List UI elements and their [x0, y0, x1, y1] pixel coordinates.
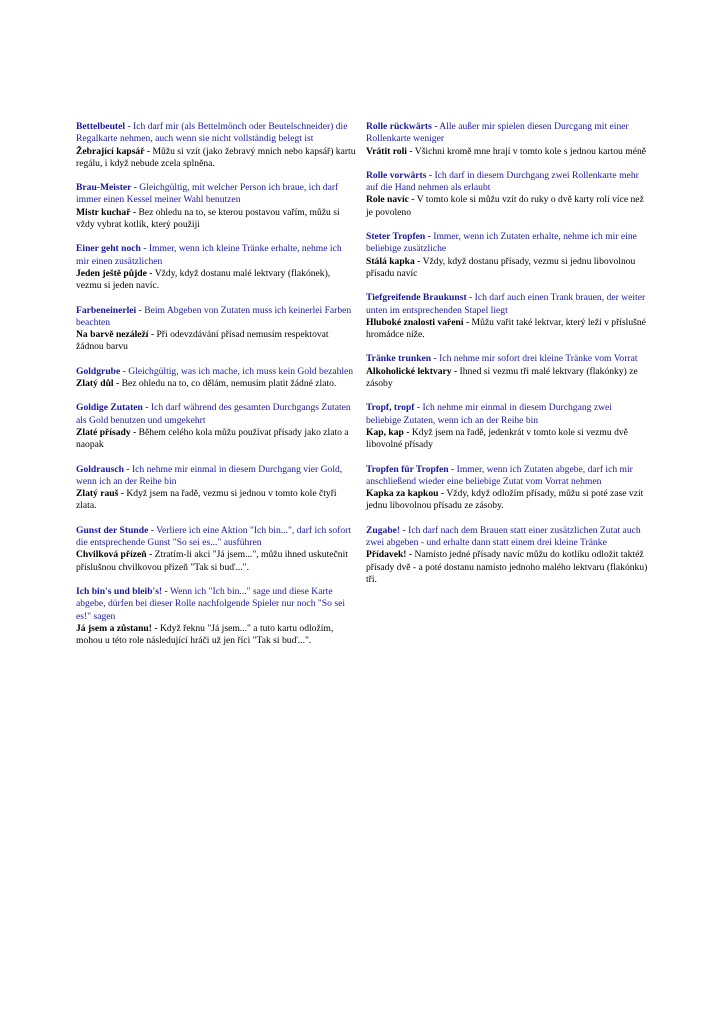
czech-title: Jeden ještě půjde -	[76, 267, 153, 279]
german-text: Alle außer mir spielen diesen Durcgang mit einer Rollenkarte weniger	[366, 121, 629, 145]
german-title: Steter Tropfen -	[366, 231, 431, 243]
czech-description	[366, 256, 648, 281]
german-description	[76, 182, 356, 207]
german-description	[366, 464, 648, 489]
german-description	[76, 586, 356, 623]
entry-steter-tropfen	[366, 231, 648, 280]
entry-gunst-der-stunde	[76, 525, 356, 574]
german-title: Zugabe! -	[366, 524, 406, 536]
czech-title: Já jsem a zůstanu! -	[76, 622, 158, 634]
entry-bettelbeutel	[76, 121, 356, 170]
german-description	[366, 402, 648, 427]
czech-text: Můžu si vzít (jako žebravý mnich nebo kapsář) kartu regálu, i když nebude zcela splněna.	[76, 145, 356, 169]
czech-text: Vždy, když dostanu přísady, vezmu si jednu libovolnou přísadu navíc	[366, 255, 636, 279]
entry-tiefgreifende-braukunst	[366, 292, 648, 341]
czech-text: Namísto jedné přísady navíc můžu do kotlíku odložit taktéž přísady dvě - a poté dostanu namísto jednoho malého lektvaru (flakónku) tři.	[366, 549, 648, 585]
german-description	[76, 464, 356, 489]
entry-farbeneinerlei	[76, 305, 356, 354]
czech-title: Role navíc -	[366, 194, 415, 206]
german-description	[366, 170, 648, 195]
czech-title: Hluboké znalosti vaření -	[366, 316, 470, 328]
german-description	[366, 121, 648, 146]
czech-title: Přídavek! -	[366, 549, 413, 561]
left-column	[76, 121, 356, 659]
german-title: Brau-Meister -	[76, 182, 137, 194]
german-description	[76, 305, 356, 330]
czech-text: Ihned si vezmu tři malé lektvary (flakónky) ze zásoby	[366, 365, 638, 390]
german-description	[366, 292, 648, 317]
czech-description	[366, 194, 648, 219]
entry-goldige-zutaten	[76, 402, 356, 451]
german-description	[366, 231, 648, 256]
german-description	[76, 402, 356, 427]
entry-rolle-vorwaerts	[366, 170, 648, 219]
german-text: Verliere ich eine Aktion "Ich bin...", darf ich sofort die entsprechende Gunst "So sei es..." ausführen	[76, 524, 352, 549]
german-title: Rolle rückwärts -	[366, 121, 438, 132]
german-title: Bettelbeutel -	[76, 121, 131, 132]
german-title: Gunst der Stunde -	[76, 524, 154, 536]
german-title: Tränke trunken -	[366, 353, 437, 365]
german-description	[366, 353, 648, 365]
german-description	[366, 525, 648, 550]
entry-zugabe	[366, 525, 648, 586]
czech-title: Stálá kapka -	[366, 255, 421, 267]
czech-text: Bez ohledu na to, se kterou postavou vařím, můžu si vždy vybrat kotlík, který použiji	[76, 206, 340, 231]
german-text: Ich darf mir (als Bettelmönch oder Beutelschneider) die Regalkarte nehmen, auch wenn sie nicht vollständig belegt ist	[76, 121, 348, 145]
czech-text: Když řeknu "Já jsem..." a tuto kartu odložím, mohou u této role následující hráči už jen říci "Tak si buď...".	[76, 622, 334, 647]
czech-text: Všichni kromě mne hrají v tomto kole s jednou kartou méně	[414, 145, 647, 157]
czech-title: Na barvě nezáleží -	[76, 329, 155, 341]
czech-text: Při odevzdávání přísad nemusím respektovat žádnou barvu	[76, 329, 329, 353]
czech-text: Vždy, když dostanu malé lektvary (flakónek), vezmu si jeden navíc.	[76, 267, 331, 292]
czech-description	[76, 329, 356, 354]
czech-title: Kapka za kapkou -	[366, 488, 445, 500]
entry-traenke-trunken	[366, 353, 648, 390]
czech-title: Žebrající kapsář -	[76, 145, 151, 157]
german-title: Goldrausch -	[76, 463, 130, 475]
german-description	[76, 525, 356, 550]
entry-rolle-rueckwaerts	[366, 121, 648, 158]
german-text: Ich darf auch einen Trank brauen, der weiter unten im entsprechenden Stapel liegt	[366, 292, 646, 316]
czech-title: Chvilková přízeň -	[76, 549, 153, 561]
german-text: Gleichgültig, mit welcher Person ich braue, ich darf immer einen Kessel meiner Wahl benutzen	[76, 182, 339, 206]
czech-title: Mistr kuchař -	[76, 206, 137, 218]
german-title: Farbeneinerlei -	[76, 304, 142, 316]
german-text: Ich darf in diesem Durchgang zwei Rollenkarte mehr auf die Hand nehmen als erlaubt	[366, 169, 639, 194]
czech-text: Ztratím-li akci "Já jsem...", můžu ihned uskutečnit příslušnou chvilkovou přízeň "Tak si buď...".	[76, 549, 348, 573]
czech-title: Zlatý rauš -	[76, 488, 124, 500]
entry-ich-bins-und-bleibs	[76, 586, 356, 647]
czech-description	[76, 623, 356, 648]
czech-description	[366, 366, 648, 391]
german-text: Wenn ich "Ich bin..." sage und diese Karte abgebe, dürfen bei dieser Rolle nachfolgende Spieler nur noch "So sei es!" sagen	[76, 585, 345, 622]
czech-text: Během celého kola můžu používat přísady jako zlato a naopak	[76, 426, 349, 451]
entry-tropfen-fuer-tropfen	[366, 464, 648, 513]
german-title: Tiefgreifende Braukunst -	[366, 292, 473, 304]
czech-description	[76, 207, 356, 232]
german-description	[76, 366, 356, 378]
czech-text: Když jsem na řadě, vezmu si jednou v tomto kole čtyři zlata.	[76, 488, 337, 512]
czech-title: Kap, kap -	[366, 426, 410, 438]
german-title: Tropf, tropf -	[366, 402, 421, 414]
german-text: Ich darf während des gesamten Durchgangs Zutaten als Gold benutzen und umgekehrt	[76, 402, 351, 426]
czech-text: Vždy, když odložím přísady, můžu si poté zase vzít jednu libovolnou přísadu ze zásoby.	[366, 488, 644, 512]
czech-description	[366, 549, 648, 586]
entry-goldgrube	[76, 366, 356, 391]
german-title: Rolle vorwärts -	[366, 169, 433, 181]
german-title: Tropfen für Tropfen -	[366, 463, 455, 475]
german-text: Ich nehme mir einmal in diesem Durchgang vier Gold, wenn ich an der Reihe bin	[76, 463, 343, 487]
czech-title: Vrátit roli -	[366, 145, 413, 157]
czech-description	[366, 146, 648, 158]
czech-description	[366, 488, 648, 513]
entry-tropf-tropf	[366, 402, 648, 451]
czech-description	[366, 427, 648, 452]
german-description	[76, 121, 356, 146]
german-text: Immer, wenn ich Zutaten erhalte, nehme ich mir eine beliebige zusätzliche	[366, 231, 637, 255]
german-title: Goldgrube -	[76, 365, 126, 377]
right-column	[366, 121, 648, 598]
czech-title: Zlatý důl -	[76, 378, 120, 390]
czech-description	[76, 427, 356, 452]
czech-description	[76, 549, 356, 574]
czech-text: V tomto kole si můžu vzít do ruky o dvě karty rolí více než je povoleno	[366, 194, 644, 218]
german-title: Ich bin's und bleib's! -	[76, 585, 168, 597]
czech-description	[76, 146, 356, 171]
german-text: Ich nehme mir einmal in diesem Durchgang zwei beliebige Zutaten, wenn ich an der Reihe bin	[366, 402, 612, 426]
czech-text: Když jsem na řadě, jedenkrát v tomto kole si vezmu dvě libovolné přísady	[366, 426, 628, 451]
czech-title: Alkoholické lektvary -	[366, 365, 458, 377]
czech-description	[366, 317, 648, 342]
czech-text: Bez ohledu na to, co dělám, nemusím platit žádné zlato.	[121, 378, 337, 390]
german-title: Einer geht noch -	[76, 243, 147, 255]
czech-title: Zlaté přísady -	[76, 426, 137, 438]
czech-description	[76, 488, 356, 513]
german-text: Gleichgültig, was ich mache, ich muss kein Gold bezahlen	[128, 365, 354, 377]
german-text: Immer, wenn ich Zutaten abgebe, darf ich mir anschließend wieder eine beliebige Zutat vom Vorrat nehmen	[366, 463, 633, 487]
czech-description	[76, 268, 356, 293]
entry-brau-meister	[76, 182, 356, 231]
german-text: Ich darf nach dem Brauen statt einer zusätzlichen Zutat auch zwei abgeben - und erhalte dann statt einem drei kleine Tränke	[366, 524, 641, 549]
german-description	[76, 243, 356, 268]
czech-text: Můžu vařit také lektvar, který leží v příslušné hromádce níže.	[366, 316, 646, 341]
entry-einer-geht-noch	[76, 243, 356, 292]
entry-goldrausch	[76, 464, 356, 513]
german-text: Beim Abgeben von Zutaten muss ich keinerlei Farben beachten	[76, 304, 352, 328]
german-text: Immer, wenn ich kleine Tränke erhalte, nehme ich mir einen zusätzlichen	[76, 243, 342, 267]
german-title: Goldige Zutaten -	[76, 402, 149, 414]
czech-description	[76, 378, 356, 390]
german-text: Ich nehme mir sofort drei kleine Tränke vom Vorrat	[439, 353, 638, 365]
